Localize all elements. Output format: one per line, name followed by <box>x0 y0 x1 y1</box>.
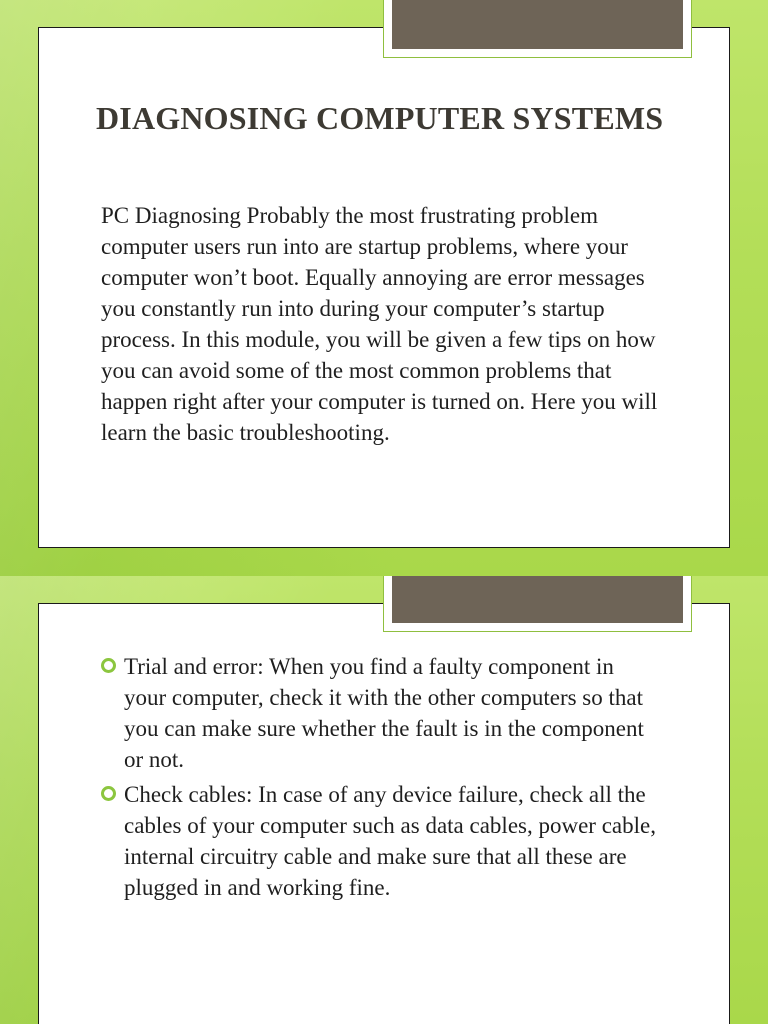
bullet-list <box>101 651 661 907</box>
slide-title: DIAGNOSING COMPUTER SYSTEMS <box>96 100 664 136</box>
bullet-item-trial-and-error <box>101 651 661 775</box>
title-bar-fill <box>392 0 683 49</box>
bullet-item-check-cables <box>101 779 661 903</box>
slide-1-content-panel <box>38 27 730 548</box>
bullet-text: Trial and error: When you find a faulty component in your computer, check it with the other computers so that you can make sure whether the fault is in the component or not. <box>124 654 644 772</box>
circle-bullet-icon <box>101 658 116 673</box>
slide-2-content-panel <box>38 603 730 1024</box>
slide-2 <box>0 576 768 1024</box>
slide-body-text: PC Diagnosing Probably the most frustrating problem computer users run into are startup problems, where your computer won’t boot. Equally annoying are error messages you constantly run into during your computer’s startup process. In this module, you will be given a few tips on how you can avoid some of the most common problems that happen right after your computer is turned on. Here you will learn the basic troubleshooting. <box>101 203 658 445</box>
circle-bullet-icon <box>101 786 116 801</box>
bullet-text: Check cables: In case of any device failure, check all the cables of your computer such as data cables, power cable, internal circuitry cable and make sure that all these are plugged in and working fine. <box>124 782 656 900</box>
slide-1-title-bar <box>383 0 692 58</box>
title-bar-fill <box>392 576 683 623</box>
slide-2-title-bar <box>383 576 692 632</box>
